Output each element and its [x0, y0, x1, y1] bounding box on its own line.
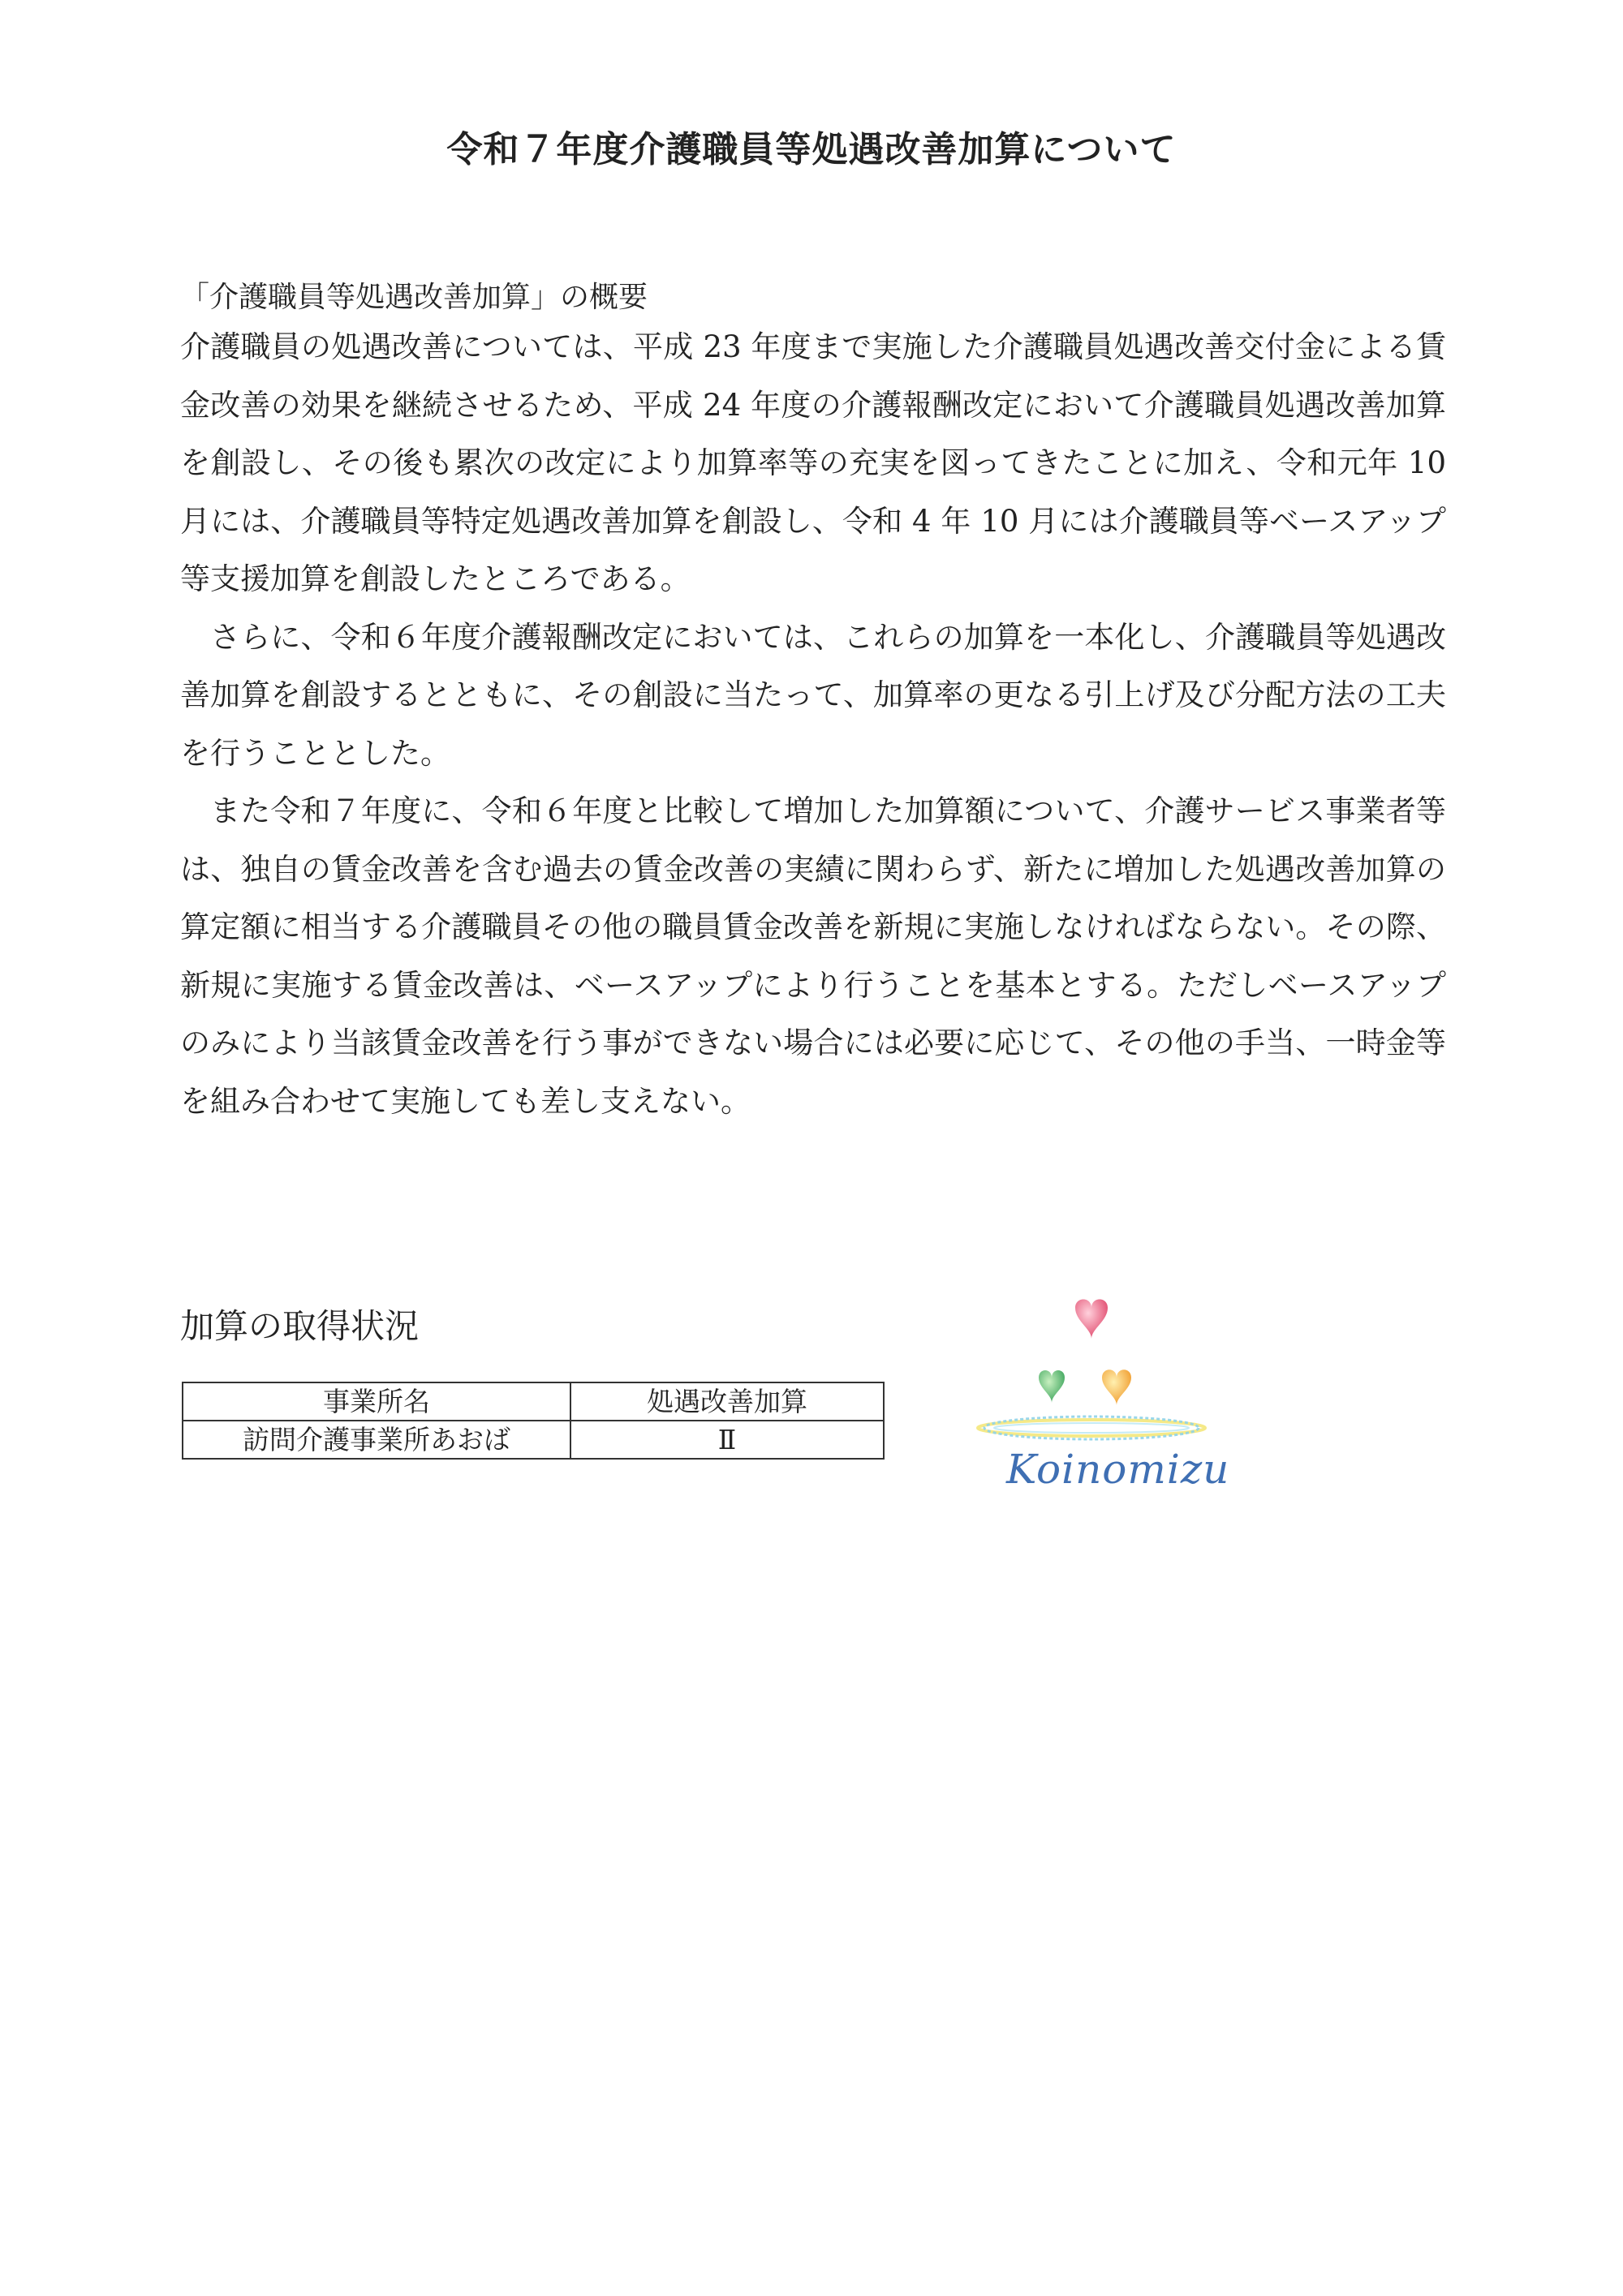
table-header-row — [183, 1382, 884, 1421]
office-name-cell: 訪問介護事業所あおば — [183, 1421, 570, 1459]
heart-right-icon — [1102, 1369, 1131, 1405]
overview-body — [180, 318, 1446, 1130]
heart-left-icon — [1039, 1370, 1065, 1403]
paragraph-2: さらに、令和６年度介護報酬改定においては、これらの加算を一本化し、介護職員等処遇改善加算を創設するとともに、その創設に当たって、加算率の更なる引上げ及び分配方法の工夫を行うこととした。 — [180, 619, 1446, 771]
paragraph-3: また令和７年度に、令和６年度と比較して増加した加算額について、介護サービス事業者等は、独自の賃金改善を含む過去の賃金改善の実績に関わらず、新たに増加した処遇改善加算の算定額に相当する介護職員その他の職員賃金改善を新規に実施しなければならない。その際、新規に実施する賃金改善は、ベースアップにより行うことを基本とする。ただしベースアップのみにより当該賃金改善を行う事ができない場合には必要に応じて、その他の手当、一時金等を組み合わせて実施しても差し支えない。 — [180, 793, 1446, 1119]
heart-top-icon — [1075, 1300, 1108, 1339]
status-table — [182, 1382, 885, 1460]
page-title: 令和７年度介護職員等処遇改善加算について — [446, 129, 1177, 170]
logo-wordmark: Koinomizu — [1006, 1446, 1230, 1493]
table-row — [183, 1421, 884, 1459]
paragraph-1: 介護職員の処遇改善については、平成 23 年度まで実施した介護職員処遇改善交付金による賃金改善の効果を継続させるため、平成 24 年度の介護報酬改定において介護職員処遇改善加算を創設し、その後も累次の改定により加算率等の充実を図ってきたことに加え、令和元年 10 月には、介護職員等特定処遇改善加算を創設し、令和 4 年 10 月には介護職員等ベースアップ等支援加算を創設したところである。 — [180, 329, 1446, 596]
addition-level-cell: Ⅱ — [570, 1421, 884, 1459]
table-header-addition: 処遇改善加算 — [570, 1382, 884, 1421]
overview-heading: 「介護職員等処遇改善加算」の概要 — [180, 281, 648, 314]
status-heading: 加算の取得状況 — [180, 1306, 420, 1346]
table-header-office: 事業所名 — [183, 1382, 570, 1421]
